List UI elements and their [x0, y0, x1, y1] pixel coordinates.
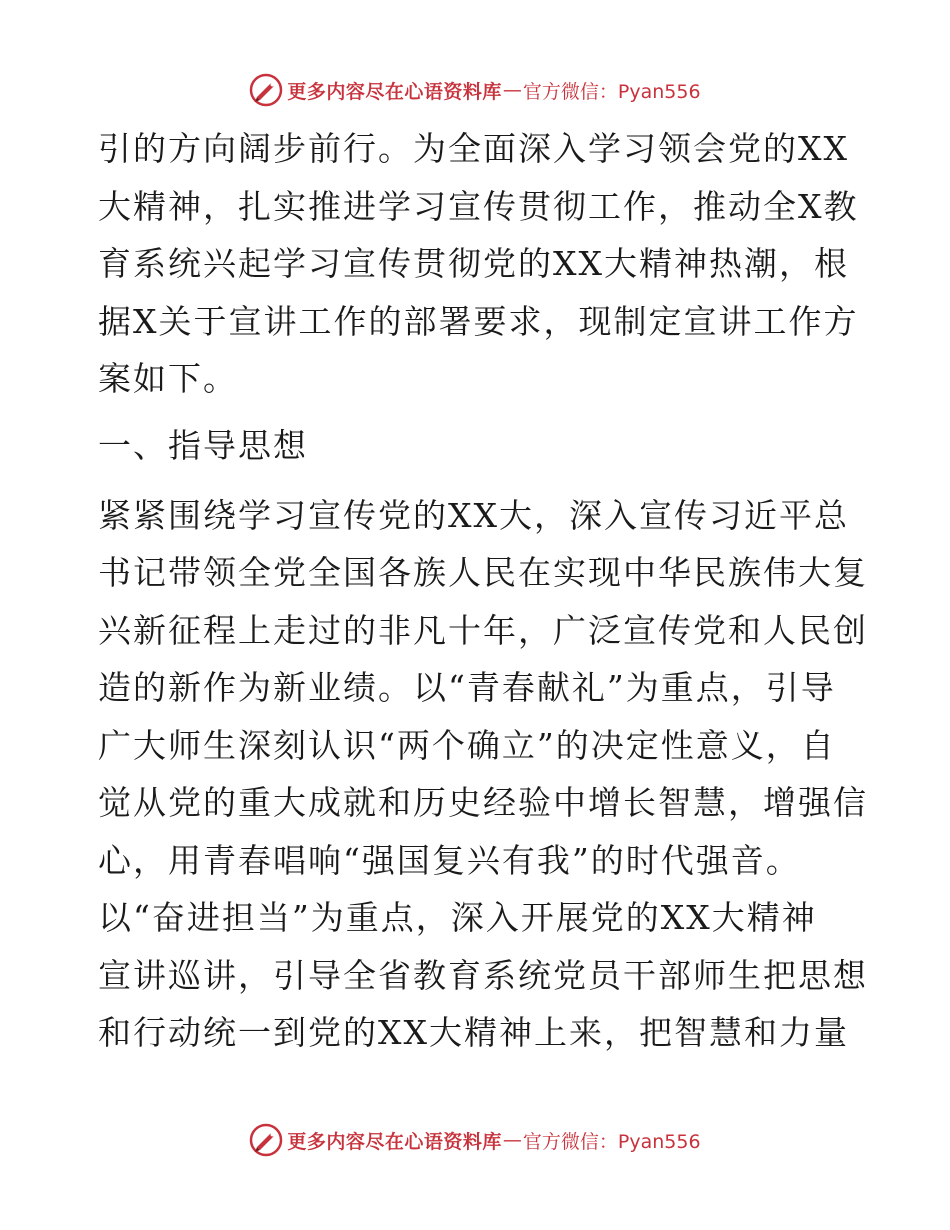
- pen-logo-icon: [249, 73, 283, 107]
- body-line: 紧紧围绕学习宣传党的XX大，深入宣传习近平总: [98, 495, 849, 535]
- banner-dash: —: [502, 79, 522, 101]
- pen-logo-icon: [249, 1123, 283, 1157]
- header-banner: [0, 70, 950, 110]
- body-line: 觉从党的重大成就和历史经验中增长智慧，增强信: [98, 783, 868, 822]
- body-line: 和行动统一到党的XX大精神上来，把智慧和力量: [98, 1013, 849, 1052]
- banner-wechat-text: 官方微信：Pyan556: [522, 1130, 701, 1153]
- body-line: 兴新征程上走过的非凡十年，广泛宣传党和人民创: [98, 610, 868, 650]
- section-heading: 一、指导思想: [98, 425, 308, 465]
- banner-brand-text: 更多内容尽在心语资料库: [287, 80, 502, 103]
- banner-brand-text: 更多内容尽在心语资料库: [287, 1130, 502, 1153]
- intro-line: 育系统兴起学习宣传贯彻党的XX大精神热潮，根: [98, 244, 849, 283]
- intro-line: 案如下。: [98, 359, 238, 398]
- document-body: [98, 120, 868, 1062]
- body-line: 宣讲巡讲，引导全省教育系统党员干部师生把思想: [98, 955, 868, 995]
- intro-line: 引的方向阔步前行。为全面深入学习领会党的XX: [98, 129, 849, 168]
- banner-dash: —: [502, 1129, 522, 1151]
- intro-line: 大精神，扎实推进学习宣传贯彻工作，推动全X教: [98, 186, 859, 226]
- banner-wechat-text: 官方微信：Pyan556: [522, 80, 701, 103]
- body-line: 心，用青春唱响“强国复兴有我”的时代强音。: [98, 840, 801, 880]
- intro-line: 据X关于宣讲工作的部署要求，现制定宣讲工作方: [98, 301, 859, 341]
- body-line: 广大师生深刻认识“两个确立”的决定性意义，自: [98, 725, 836, 765]
- body-line: 以“奋进担当”为重点，深入开展党的XX大精神: [98, 898, 817, 937]
- footer-banner: [0, 1120, 950, 1160]
- body-line: 造的新作为新业绩。以“青春献礼”为重点，引导: [98, 668, 836, 707]
- body-line: 书记带领全党全国各族人民在实现中华民族伟大复: [98, 553, 868, 592]
